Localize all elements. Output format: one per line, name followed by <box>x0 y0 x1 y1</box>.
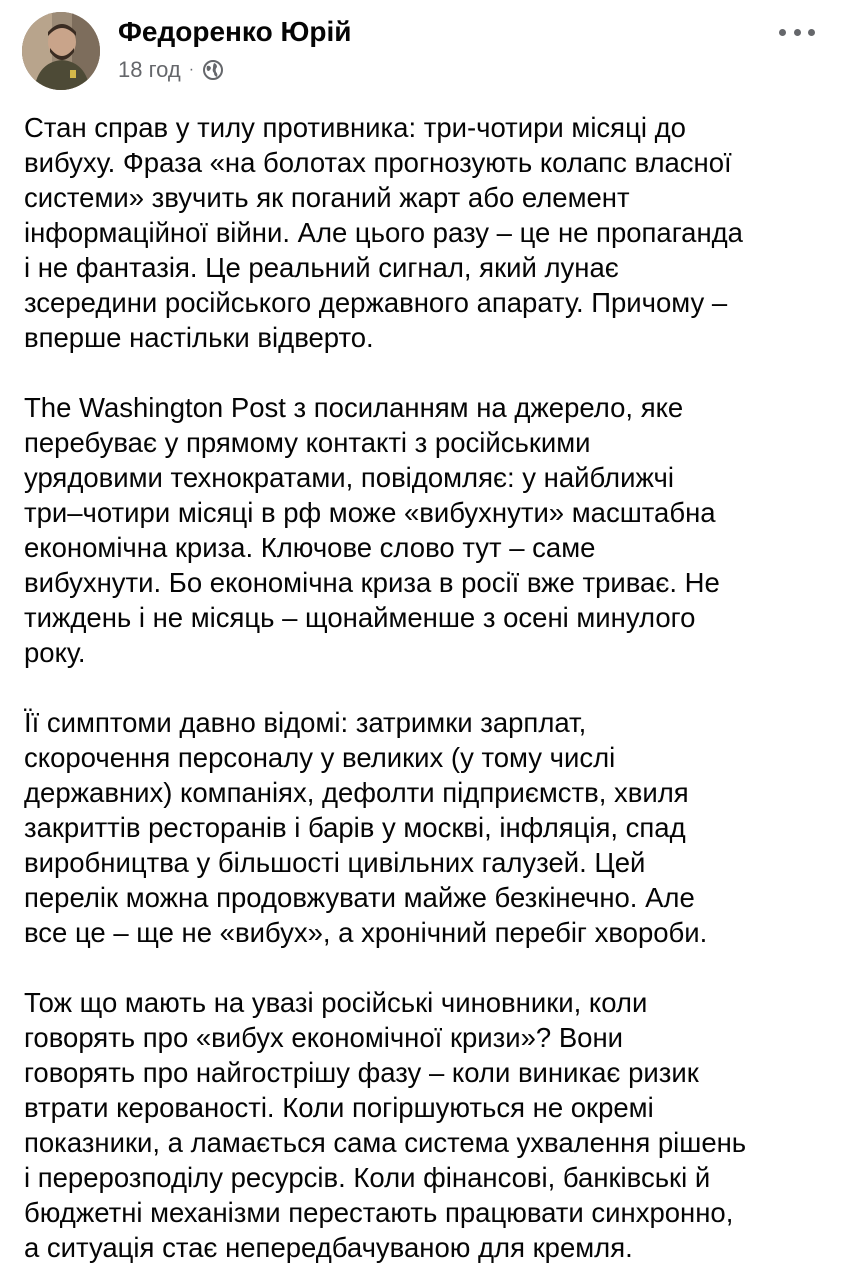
author-name[interactable]: Федоренко Юрій <box>118 16 352 47</box>
avatar[interactable] <box>22 12 100 90</box>
post-text-line: скорочення персоналу у великих (у тому числі <box>24 742 616 773</box>
post-text-line: все це – ще не «вибух», а хронічний перебіг хвороби. <box>24 917 708 948</box>
post-text-line: тиждень і не місяць – щонайменше з осені минулого <box>24 602 696 633</box>
more-horizontal-icon <box>808 29 815 36</box>
post-text-line: державних) компаніях, дефолти підприємств, хвиля <box>24 777 689 808</box>
post-text-line: перелік можна продовжувати майже безкінечно. Але <box>24 882 695 913</box>
post-text-line: Тож що мають на увазі російські чиновники, коли <box>24 987 648 1018</box>
post-text-line: інформаційної війни. Але цього разу – це не пропаганда <box>24 217 743 248</box>
globe-icon[interactable] <box>202 59 224 81</box>
post-time[interactable]: 18 год <box>118 57 181 82</box>
post-text <box>24 110 824 1265</box>
more-options-button[interactable] <box>779 20 815 44</box>
post-text-line: три–чотири місяці в рф може «вибухнути» масштабна <box>24 497 716 528</box>
post-text-line: Її симптоми давно відомі: затримки зарплат, <box>24 707 587 738</box>
post-text-line: і не фантазія. Це реальний сигнал, який лунає <box>24 252 619 283</box>
post-text-line: Стан справ у тилу противника: три-чотири місяці до <box>24 112 686 143</box>
avatar-photo <box>22 12 100 90</box>
post-text-line: вибухнути. Бо економічна криза в росії вже триває. Не <box>24 567 720 598</box>
post-text-line: говорять про «вибух економічної кризи»? Вони <box>24 1022 624 1053</box>
post-paragraph <box>24 705 824 950</box>
post-text-line: року. <box>24 637 86 668</box>
post-meta <box>118 56 224 84</box>
post-text-line: а ситуація стає непередбачуваною для кремля. <box>24 1232 633 1263</box>
meta-separator: · <box>188 61 195 78</box>
post-text-line: втрати керованості. Коли погіршуються не окремі <box>24 1092 654 1123</box>
post-text-line: The Washington Post з посиланням на джерело, яке <box>24 392 684 423</box>
post-text-line: системи» звучить як поганий жарт або елемент <box>24 182 630 213</box>
post-text-line: перебуває у прямому контакті з російськими <box>24 427 591 458</box>
post-text-line: зсередини російського державного апарату. Причому – <box>24 287 728 318</box>
more-horizontal-icon <box>779 29 786 36</box>
post-paragraph <box>24 985 824 1265</box>
post-text-line: показники, а ламається сама система ухвалення рішень <box>24 1127 747 1158</box>
post-text-line: бюджетні механізми перестають працювати синхронно, <box>24 1197 734 1228</box>
post-text-line: говорять про найгострішу фазу – коли виникає ризик <box>24 1057 699 1088</box>
post-text-line: вперше настільки відверто. <box>24 322 374 353</box>
more-horizontal-icon <box>794 29 801 36</box>
post-header <box>0 0 841 100</box>
post-text-line: і перерозподілу ресурсів. Коли фінансові, банківські й <box>24 1162 711 1193</box>
post-text-line: економічна криза. Ключове слово тут – саме <box>24 532 596 563</box>
post-text-line: урядовими технократами, повідомляє: у найближчі <box>24 462 674 493</box>
post-text-line: вибуху. Фраза «на болотах прогнозують колапс власної <box>24 147 732 178</box>
post-paragraph <box>24 390 824 670</box>
post-paragraph <box>24 110 824 355</box>
post-text-line: закриттів ресторанів і барів у москві, інфляція, спад <box>24 812 686 843</box>
post-text-line: виробництва у більшості цивільних галузей. Цей <box>24 847 646 878</box>
